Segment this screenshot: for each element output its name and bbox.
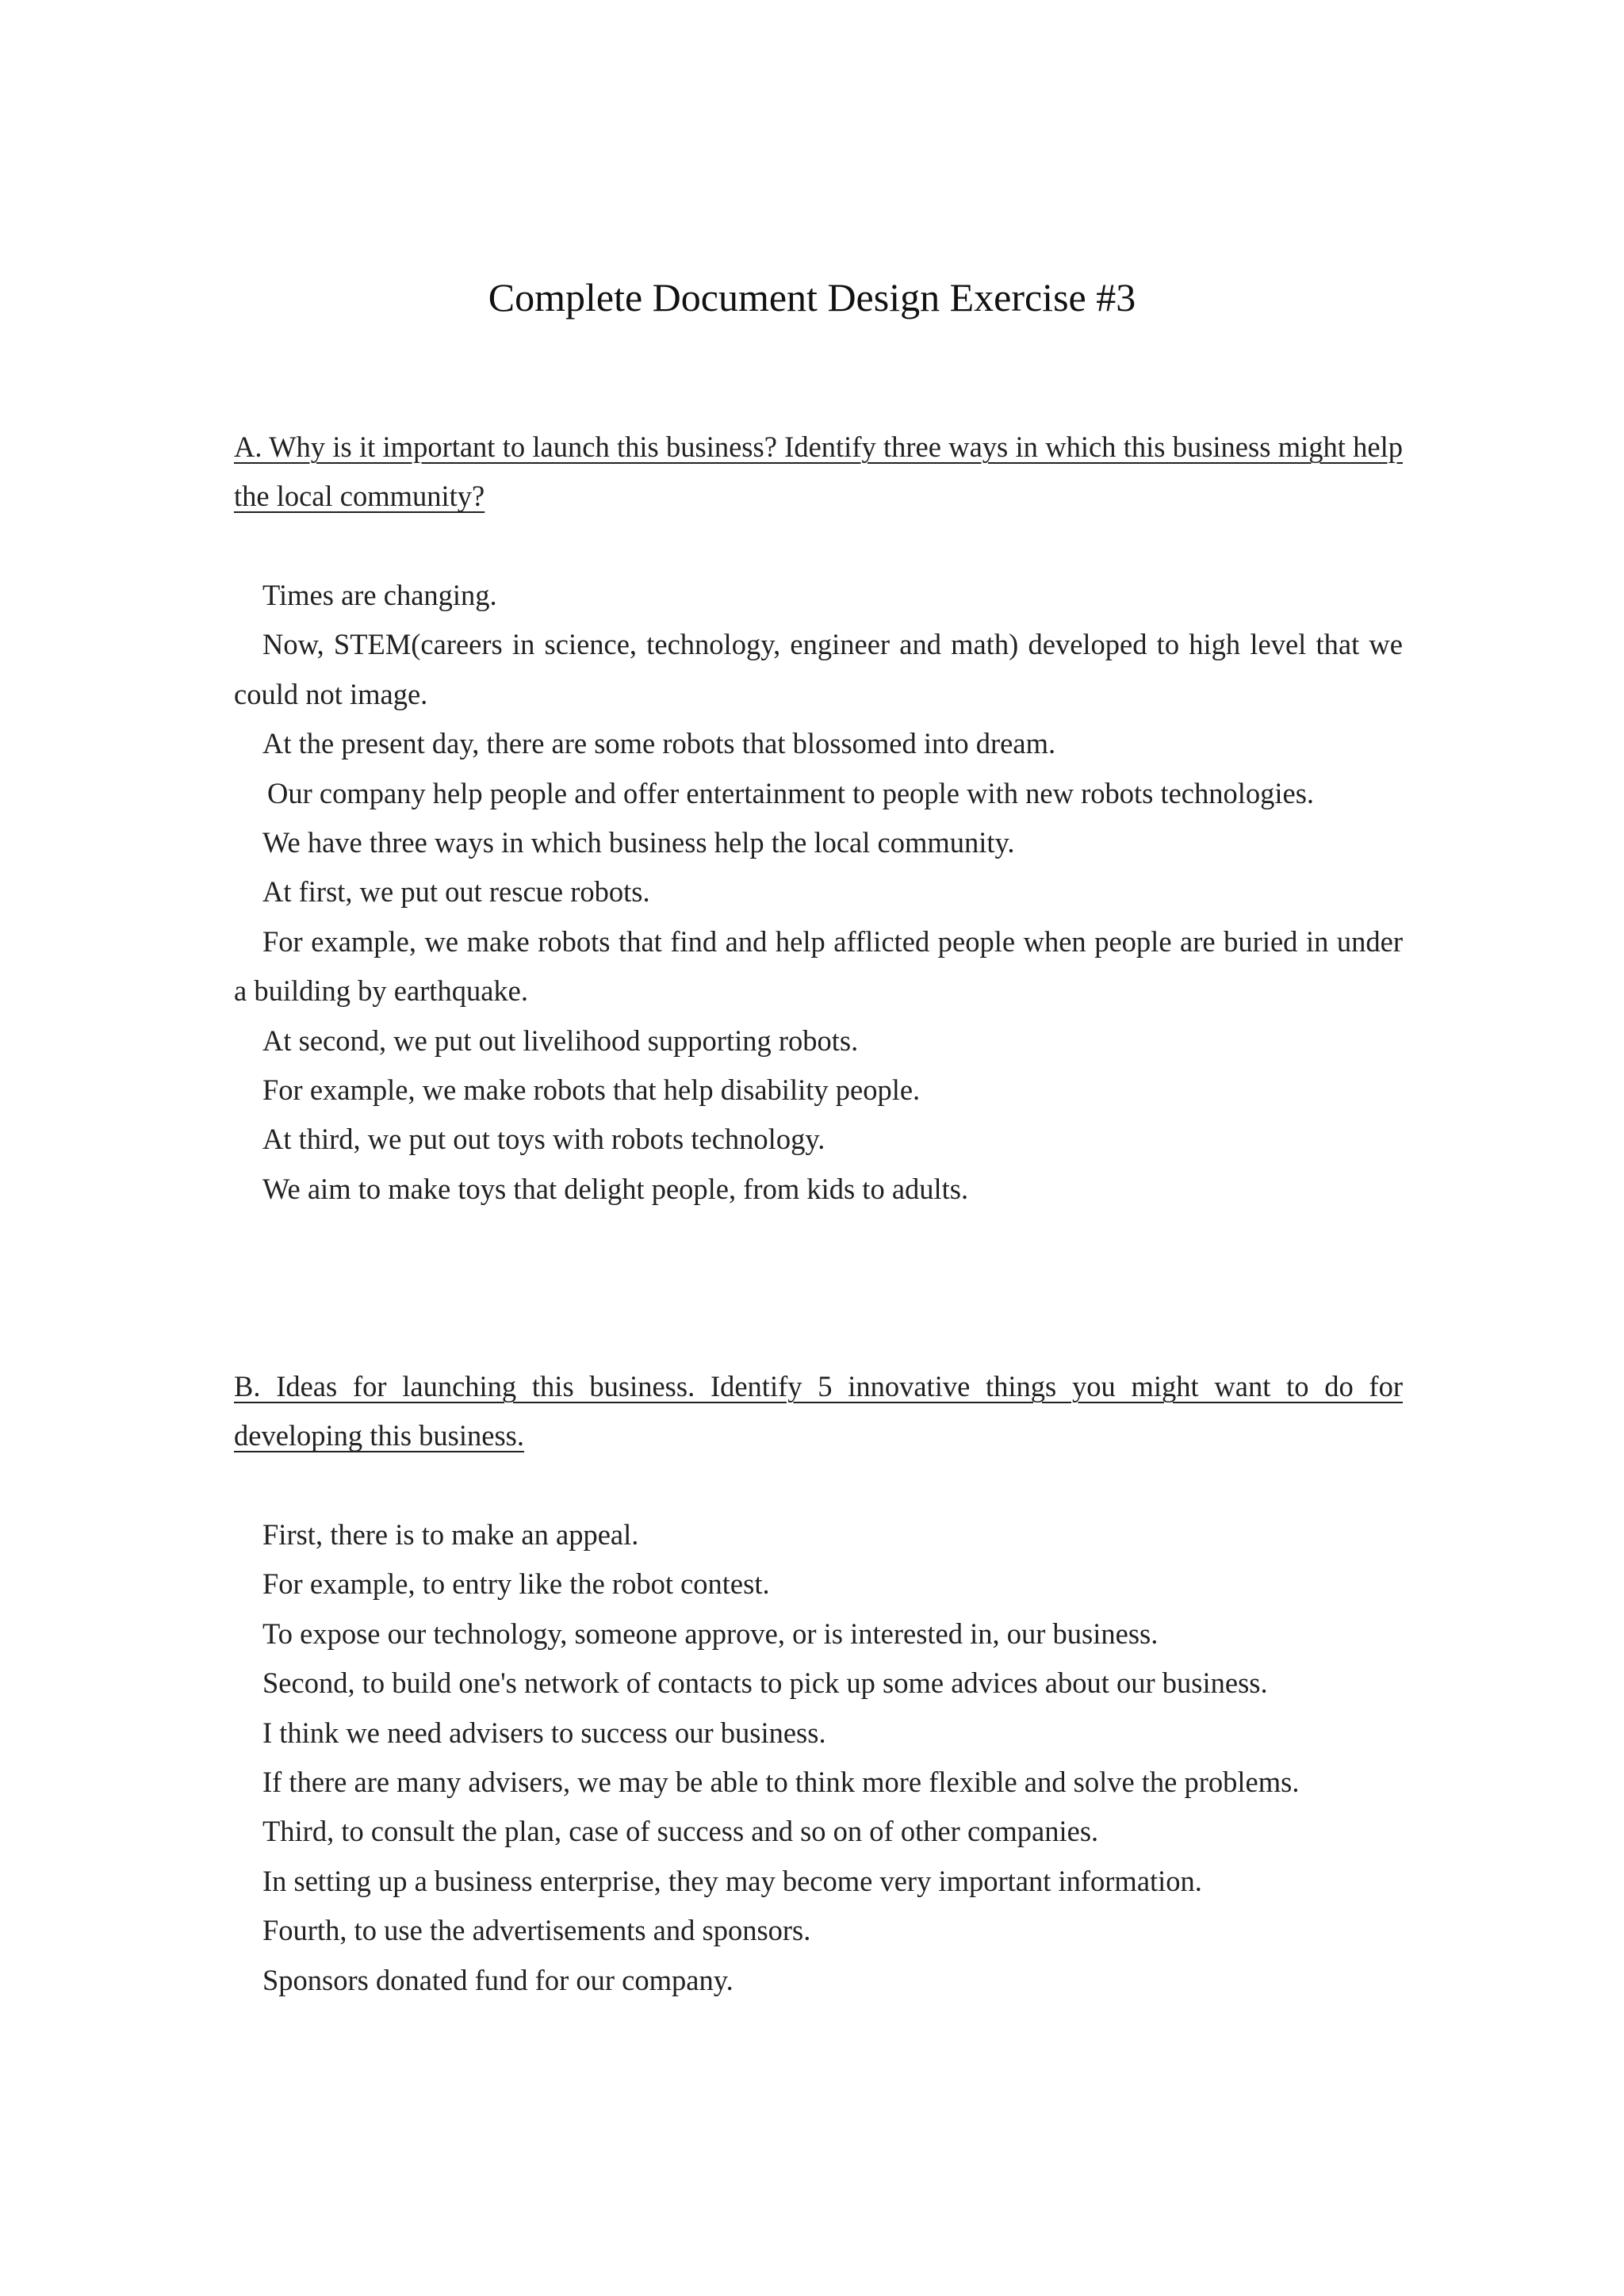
paragraph: To expose our technology, someone approve, or is interested in, our business.	[262, 1617, 1159, 1650]
paragraph: Now, STEM(careers in science, technology, engineer and math) developed to high level that we could not image.	[234, 628, 1403, 710]
paragraph: Fourth, to use the advertisements and sponsors.	[262, 1914, 811, 1947]
paragraph: At the present day, there are some robots that blossomed into dream.	[262, 727, 1056, 760]
paragraph: We aim to make toys that delight people, from kids to adults.	[262, 1172, 969, 1205]
paragraph: For example, we make robots that help disability people.	[262, 1073, 921, 1107]
paragraph: Second, to build one's network of contacts to pick up some advices about our business.	[262, 1667, 1268, 1700]
paragraph: At first, we put out rescue robots.	[262, 875, 650, 909]
paragraph: For example, we make robots that find and help afflicted people when people are buried in under a building by earthquake.	[234, 924, 1403, 1008]
paragraph: If there are many advisers, we may be able to think more flexible and solve the problems.	[262, 1766, 1300, 1799]
section-a-body	[234, 571, 1403, 1214]
paragraph: We have three ways in which business help the local community.	[262, 826, 1015, 859]
paragraph: Sponsors donated fund for our company.	[262, 1963, 733, 1996]
paragraph: I think we need advisers to success our business.	[262, 1716, 826, 1749]
document-title: Complete Document Design Exercise #3	[488, 275, 1136, 320]
section-b-body	[234, 1510, 1403, 2005]
paragraph: At second, we put out livelihood supporting robots.	[262, 1024, 859, 1057]
paragraph: In setting up a business enterprise, they may become very important information.	[262, 1864, 1202, 1897]
paragraph: For example, to entry like the robot contest.	[262, 1567, 770, 1601]
paragraph: At third, we put out toys with robots technology.	[262, 1123, 825, 1156]
section-a-heading: A. Why is it important to launch this business? Identify three ways in which this business might help the local community?	[234, 430, 1403, 513]
paragraph: Our company help people and offer entertainment to people with new robots technologies.	[267, 776, 1315, 809]
section-b-heading: B. Ideas for launching this business. Identify 5 innovative things you might want to do for developing this business.	[234, 1370, 1403, 1452]
paragraph: Times are changing.	[262, 579, 497, 611]
paragraph: Third, to consult the plan, case of success and so on of other companies.	[262, 1815, 1099, 1848]
paragraph: First, there is to make an appeal.	[262, 1518, 639, 1551]
